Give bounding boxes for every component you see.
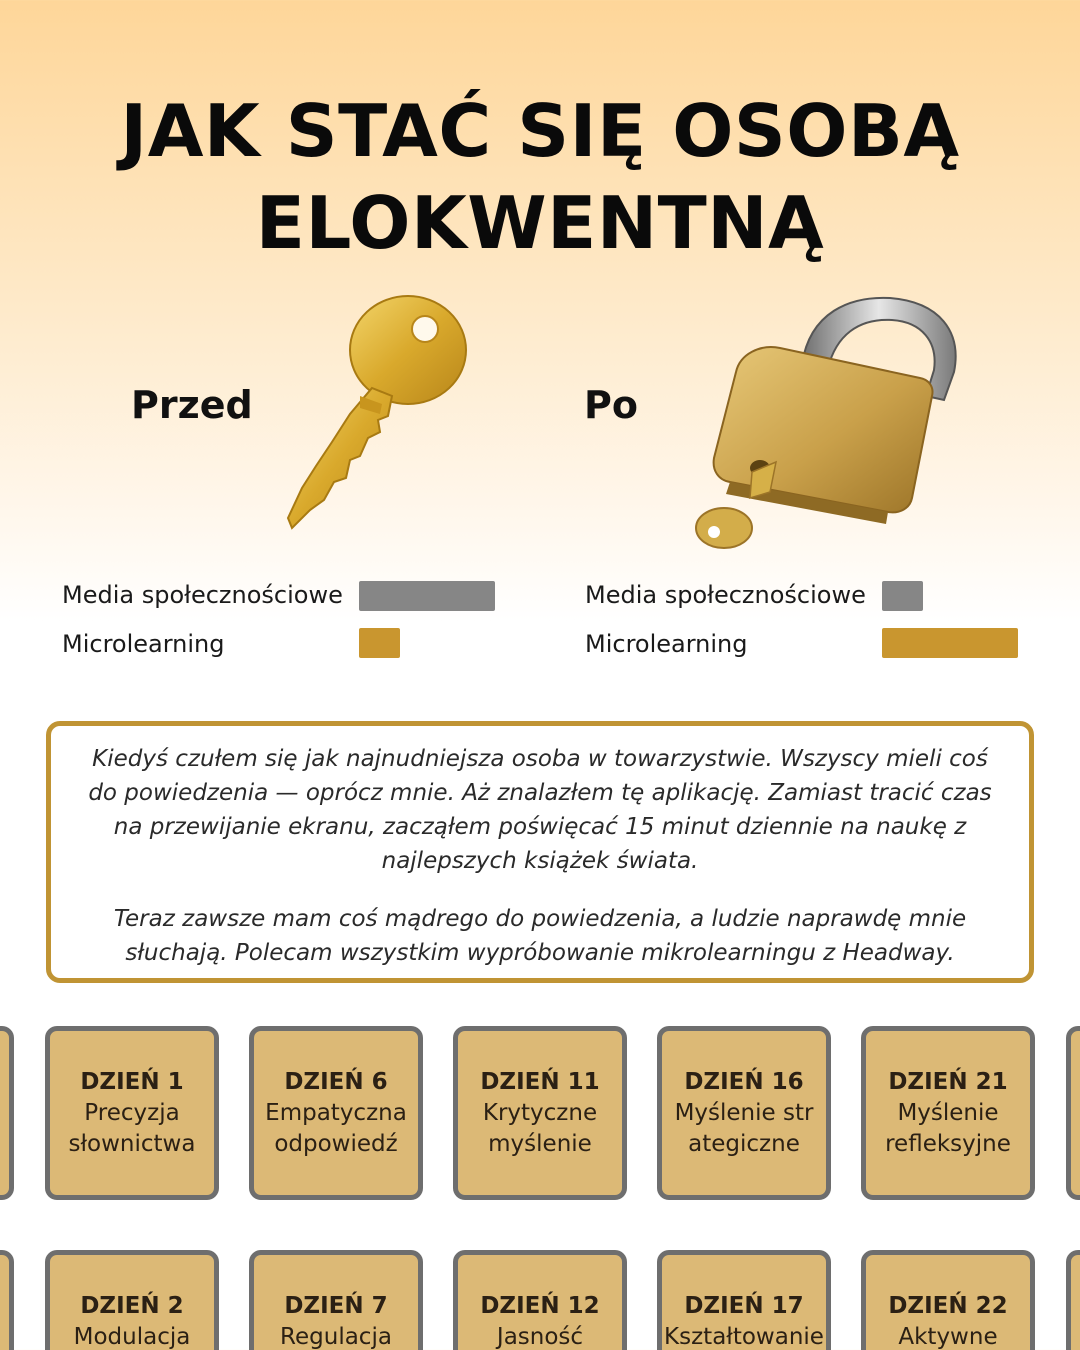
before-metric-social-bar	[359, 581, 495, 611]
day-tile-title: DZIEŃ 6	[284, 1068, 388, 1095]
day-tile[interactable]	[453, 1250, 627, 1350]
day-tile-topic: Myślenie strategiczne	[674, 1099, 814, 1157]
day-tile-partial-left-row2[interactable]	[0, 1250, 14, 1350]
day-tile[interactable]	[453, 1026, 627, 1200]
page-title	[0, 85, 1080, 269]
before-metric-social-label: Media społecznościowe	[62, 581, 343, 609]
day-tile[interactable]	[45, 1250, 219, 1350]
after-label: Po	[584, 383, 638, 427]
title-line-2: ELOKWENTNĄ	[255, 181, 825, 265]
day-tile-topic: Krytyczne myślenie	[482, 1099, 598, 1157]
day-tile-title: DZIEŃ 1	[80, 1068, 184, 1095]
title-line-1: JAK STAĆ SIĘ OSOBĄ	[120, 89, 960, 173]
testimonial-box	[46, 721, 1034, 983]
day-tile-title: DZIEŃ 17	[684, 1293, 804, 1319]
day-tile-partial-right[interactable]	[1066, 1026, 1080, 1200]
day-tile-topic: Aktywne	[898, 1324, 998, 1350]
after-metric-microlearning-label: Microlearning	[585, 630, 748, 658]
day-tile[interactable]	[45, 1026, 219, 1200]
day-tile-topic: Precyzja słownictwa	[68, 1099, 196, 1157]
day-tile[interactable]	[657, 1250, 831, 1350]
after-metric-social-label: Media społecznościowe	[585, 581, 866, 609]
day-tile-partial-left[interactable]	[0, 1026, 14, 1200]
day-tile[interactable]	[861, 1250, 1035, 1350]
day-tile[interactable]	[249, 1250, 423, 1350]
day-tile-title: DZIEŃ 7	[284, 1293, 388, 1319]
day-tile-topic: Empatyczna odpowiedź	[265, 1099, 407, 1157]
day-tile-topic: Regulacja	[280, 1324, 392, 1350]
day-tile-topic: Modulacja	[73, 1324, 191, 1350]
before-metric-microlearning-bar	[359, 628, 400, 658]
day-tile-topic: Kształtowanie	[664, 1324, 824, 1350]
day-tile[interactable]	[861, 1026, 1035, 1200]
day-tile-topic: Myślenie refleksyjne	[885, 1099, 1011, 1157]
before-label: Przed	[131, 383, 253, 427]
day-tile-title: DZIEŃ 16	[684, 1068, 804, 1095]
day-tile-title: DZIEŃ 22	[888, 1293, 1008, 1319]
day-tile[interactable]	[657, 1026, 831, 1200]
day-tile[interactable]	[249, 1026, 423, 1200]
after-metric-social-bar	[882, 581, 923, 611]
key-icon	[280, 292, 480, 532]
before-metric-microlearning-label: Microlearning	[62, 630, 225, 658]
day-tile-title: DZIEŃ 2	[80, 1293, 184, 1319]
padlock-icon	[690, 292, 970, 554]
day-tile-topic: Jasność	[496, 1324, 584, 1350]
testimonial-paragraph-2: Teraz zawsze mam coś mądrego do powiedzenia, a ludzie naprawdę mnie słuchają. Polecam wszystkim wypróbowanie mikrolearningu z Headway.	[113, 906, 967, 966]
after-metric-microlearning-bar	[882, 628, 1018, 658]
day-tile-title: DZIEŃ 21	[888, 1068, 1008, 1095]
day-tile-partial-right-row2[interactable]	[1066, 1250, 1080, 1350]
testimonial-paragraph-1: Kiedyś czułem się jak najnudniejsza osoba w towarzystwie. Wszyscy mieli coś do powiedzenia — oprócz mnie. Aż znalazłem tę aplikację. Zamiast tracić czas na przewijanie ekranu, zacząłem poświęcać 15 minut dziennie na naukę z najlepszych książek świata.	[88, 746, 992, 874]
day-tile-title: DZIEŃ 12	[480, 1293, 600, 1319]
day-tile-title: DZIEŃ 11	[480, 1068, 600, 1095]
